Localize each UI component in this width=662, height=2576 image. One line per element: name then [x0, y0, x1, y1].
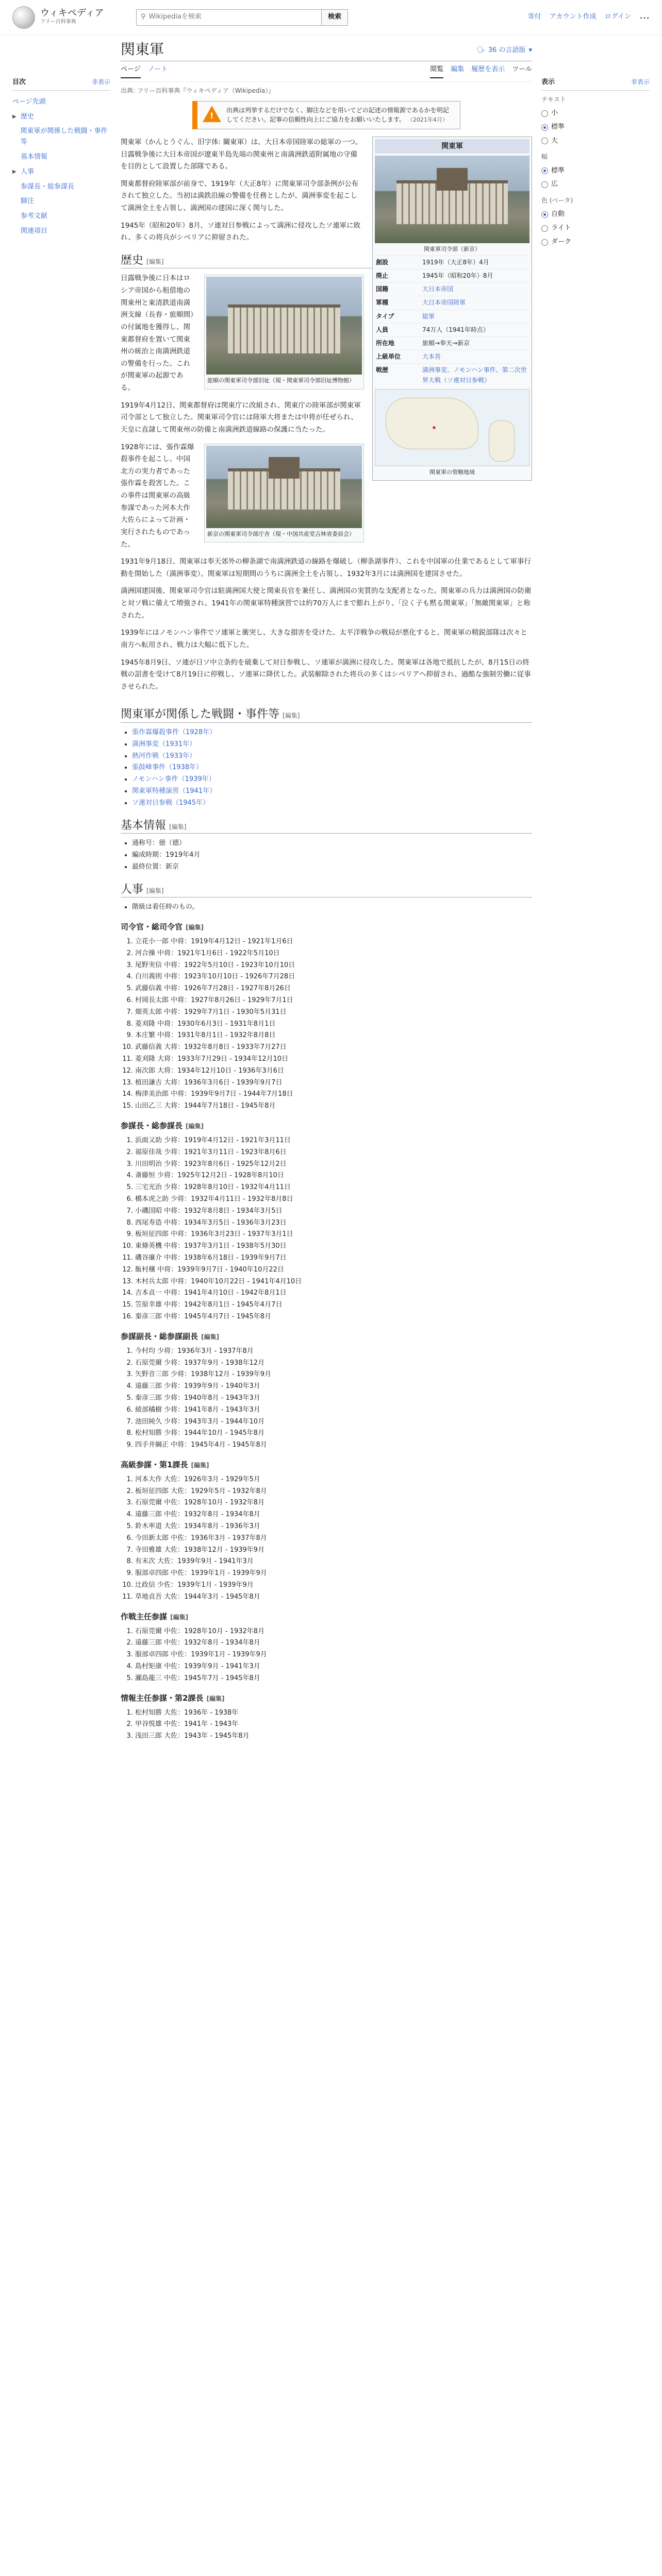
toc-heading: 目次 [12, 78, 26, 86]
infobox-row: 上級単位 大本営 [375, 350, 529, 363]
list-item: 9. 板垣征四郎 中将：1936年3月23日 - 1937年3月1日 [135, 1229, 532, 1241]
user-links [528, 9, 650, 26]
infobox-row: タイプ 総軍 [375, 310, 529, 323]
list-item: 14. 吉本貞一 中将：1941年4月10日 - 1942年8月1日 [135, 1287, 532, 1299]
toc-item-related[interactable]: 関連項目 [21, 227, 48, 235]
edit-section-link[interactable]: [編集] [201, 1333, 219, 1341]
source-line: 出典: フリー百科事典『ウィキペディア（Wikipedia）』 [121, 87, 275, 95]
language-button[interactable]: 🗣 36 の言語版 ▾ [476, 45, 532, 59]
list-item: • 最終位置：新京 [132, 861, 532, 873]
infobox-row: 戦歴 満洲事変、ノモンハン事件、第二次世界大戦（ソ連対日参戦） [375, 363, 529, 386]
infobox-row: 創設 1919年（大正8年）4月 [375, 256, 529, 269]
map-marker-icon [432, 426, 436, 430]
infobox-row: 所在地 旅順→奉天→新京 [375, 336, 529, 350]
chevron-right-icon[interactable]: ▶ [12, 168, 16, 175]
list-item: 13. 木村兵太郎 中将：1940年10月22日 - 1941年4月10日 [135, 1276, 532, 1288]
warning-icon: ! [203, 106, 221, 122]
toc-item-personnel[interactable]: ▶ 人事 [12, 165, 110, 180]
maintenance-notice [192, 101, 460, 129]
infobox [372, 137, 532, 481]
list-item: 5. 秦彦三郎 少将：1940年8月 - 1943年3月 [135, 1393, 532, 1404]
appearance-hide-button[interactable]: 非表示 [631, 78, 650, 86]
list-item: • 張作霖爆殺事件（1928年） [132, 727, 532, 739]
infobox-row: 国籍 大日本帝国 [375, 282, 529, 296]
edit-section-link[interactable]: [編集] [206, 1694, 225, 1702]
list-item: 10. 東條英機 中将：1937年3月1日 - 1938年5月30日 [135, 1241, 532, 1252]
history-paragraph: 1939年にはノモンハン事件でソ連軍と衝突し、大きな損害を受けた。太平洋戦争の戦局が悪化すると、関東軍の精鋭部隊は次々と南方へ転用され、戦力は大幅に低下した。 [121, 629, 527, 649]
section-heading-battles: 関東軍が関係した戦闘・事件等 [編集] [121, 707, 532, 723]
edit-section-link[interactable]: [編集] [146, 258, 164, 265]
infobox-row: 軍種 大日本帝国陸軍 [375, 296, 529, 309]
page-tabs [121, 64, 532, 82]
list-item: 5. 瀬島龍三 中佐：1945年7月 - 1945年8月 [135, 1673, 532, 1685]
infobox-photo-caption: 関東軍司令部（新京） [424, 246, 481, 253]
notice-date: （2021年4月） [407, 116, 448, 124]
list-item: 1. 石原莞爾 中佐：1928年10月 - 1932年8月 [135, 1626, 532, 1638]
toc-item-chiefs[interactable]: 参謀長・総参謀長 [21, 182, 75, 191]
table-of-contents [12, 77, 110, 239]
toc-item-top[interactable]: ページ先頭 [12, 97, 46, 106]
list-item: 8. 西尾寿造 中将：1934年3月5日 - 1936年3月23日 [135, 1217, 532, 1229]
list-item: • ソ連対日参戦（1945年） [132, 798, 532, 809]
list-item: 8. 有末次 大佐：1939年9月 - 1941年3月 [135, 1556, 532, 1568]
list-item: 9. 本庄繁 中将：1931年8月1日 - 1932年8月8日 [135, 1030, 532, 1042]
list-item: 3. 浅田三郎 大佐：1943年 - 1945年8月 [135, 1731, 532, 1742]
list-item: 7. 畑英太郎 中将：1929年7月1日 - 1930年5月31日 [135, 1007, 532, 1019]
list-item: 11. 菱刈隆 大将：1933年7月29日 - 1934年12月10日 [135, 1054, 532, 1065]
list-item: 15. 山田乙三 大将：1944年7月18日 - 1945年8月 [135, 1100, 532, 1112]
toc-item-history[interactable]: ▶ 歴史 [12, 110, 110, 125]
edit-section-link[interactable]: [編集] [191, 1461, 209, 1469]
login-link[interactable]: ログイン [604, 13, 631, 21]
list-item: 1. 立花小一郎 中将：1919年4月12日 - 1921年1月6日 [135, 936, 532, 948]
section-heading-personnel: 人事 [編集] [121, 883, 532, 898]
list-item: 7. 池田純久 少将：1943年3月 - 1944年10月 [135, 1416, 532, 1428]
color-label: 色 (ベータ) [541, 197, 573, 205]
text-size-standard[interactable]: 標準 [541, 121, 650, 134]
subsection-heading-senior: 高級参謀・第1課長 [編集] [121, 1460, 209, 1469]
list-item: 10. 武藤信義 大将：1932年8月8日 - 1933年7月27日 [135, 1042, 532, 1054]
section-heading-history: 歴史 [編集] [121, 253, 532, 269]
list-item: 2. 甲谷悦雄 中佐：1941年 - 1943年 [135, 1719, 532, 1731]
edit-section-link[interactable]: [編集] [186, 924, 204, 931]
list-item: 15. 笠原幸雄 中将：1942年8月1日 - 1945年4月7日 [135, 1299, 532, 1311]
location-map[interactable] [375, 389, 529, 466]
width-wide[interactable]: 広 [541, 178, 650, 192]
list-item: 8. 菱刈隆 中将：1930年6月3日 - 1931年8月1日 [135, 1019, 532, 1030]
list-item: 4. 島村矩康 中佐：1939年9月 - 1941年3月 [135, 1661, 532, 1673]
history-photo-caption: 新京の関東軍司令部庁舎（現・中国共産党吉林省委員会） [207, 530, 355, 537]
history-photo-caption: 旅順の関東軍司令部旧址（現・関東軍司令部旧址博物館） [207, 377, 355, 384]
edit-section-link[interactable]: [編集] [283, 712, 300, 720]
list-item: 2. 福原佳哉 少将：1921年3月11日 - 1923年8月6日 [135, 1147, 532, 1159]
list-item: 4. 斎藤恒 少将：1925年12月2日 - 1928年8月10日 [135, 1170, 532, 1182]
list-item: 3. 矢野音三郎 少将：1938年12月 - 1939年9月 [135, 1369, 532, 1381]
history-paragraph: 日露戦争後に日本はロシア帝国から租借地の関東州と東清鉄道南満洲支線（長春・旅順間）の付属地を獲得し、関東都督府を置いて関東州の統治と南満洲鉄道の警備を行った。これが関東軍の起源である。 [121, 274, 194, 393]
list-item: • 編成時期：1919年4月 [132, 850, 532, 861]
text-size-label: テキスト [541, 95, 566, 103]
tab-read[interactable]: 閲覧 [430, 64, 443, 78]
list-item: • 張鼓峰事件（1938年） [132, 762, 532, 774]
senior-staff-list [135, 1474, 532, 1603]
history-paragraph: 1931年9月18日、関東軍は奉天郊外の柳条湖で南満洲鉄道の線路を爆破し（柳条湖事件）、これを中国軍の仕業であるとして軍事行動を開始した（満洲事変）。関東軍は短期間のうちに満洲全土を占領し、1932年3月には満洲国を建国させた。 [121, 557, 531, 578]
subsection-heading-ops: 作戦主任参謀 [編集] [121, 1612, 188, 1621]
list-item: 16. 秦彦三郎 中将：1945年4月7日 - 1945年8月 [135, 1311, 532, 1323]
list-item: 12. 飯村穣 中将：1939年9月7日 - 1940年10月22日 [135, 1264, 532, 1276]
list-item: 3. 尾野実信 中将：1922年5月10日 - 1923年10月10日 [135, 960, 532, 972]
subsection-heading-chiefs: 参謀長・総参謀長 [編集] [121, 1121, 204, 1130]
list-item: 7. 小磯国昭 中将：1932年8月8日 - 1934年3月5日 [135, 1206, 532, 1217]
color-dark[interactable]: ダーク [541, 235, 650, 249]
donate-link[interactable]: 寄付 [527, 13, 541, 21]
toc-item-notes[interactable]: 脚注 [21, 197, 35, 206]
tab-tools[interactable]: ツール [512, 65, 532, 74]
notice-text: 出典は列挙するだけでなく、脚注などを用いてどの記述の情報源であるかを明記してください。記事の信頼性向上にご協力をお願いいたします。 [226, 107, 449, 124]
logo-title: ウィキペディア [40, 7, 104, 19]
map-caption: 関東軍の管轄地域 [429, 468, 475, 476]
article [121, 40, 532, 1748]
ops-staff-list [135, 1626, 532, 1685]
list-item: 2. 河合操 中将：1921年1月6日 - 1922年5月10日 [135, 948, 532, 960]
search-button[interactable]: 検索 [322, 9, 348, 26]
page-title: 関東軍 [121, 41, 164, 58]
tab-edit[interactable]: 編集 [451, 65, 465, 74]
list-item: 4. 遠藤三郎 中佐：1932年8月 - 1934年8月 [135, 1509, 532, 1521]
infobox-photo[interactable] [375, 156, 529, 243]
list-item: 5. 武藤信義 中将：1926年7月28日 - 1927年8月26日 [135, 983, 532, 995]
tab-history[interactable]: 履歴を表示 [471, 65, 505, 74]
list-item: 3. 服部卓四郎 中佐：1939年1月 - 1939年9月 [135, 1649, 532, 1661]
history-paragraph: 1945年8月9日、ソ連が日ソ中立条約を破棄して対日参戦し、ソ連軍が満洲に侵攻した。関東軍は各地で抵抗したが、8月15日の終戦の詔書を受けて8月19日に停戦し、ソ連軍に降伏した。武装解除された将兵の多くはシベリアへ抑留され、過酷な強制労働に従事させられた。 [121, 658, 531, 691]
list-item: 7. 寺田雅雄 大佐：1938年12月 - 1939年9月 [135, 1545, 532, 1556]
chevron-right-icon[interactable]: ▶ [12, 113, 16, 120]
intro-paragraph: 関東軍（かんとうぐん、旧字体: 關東軍）は、大日本帝国陸軍の総軍の一つ。日露戦争後に大日本帝国が遼東半島先端の関東州と南満洲鉄道附属地の守備を目的として設置した部隊である。 [121, 138, 362, 171]
history-photo-2 [204, 444, 364, 543]
edit-section-link[interactable]: [編集] [146, 887, 164, 894]
list-item: 2. 遠藤三郎 中佐：1932年8月 - 1934年8月 [135, 1637, 532, 1649]
intel-staff-list [135, 1707, 532, 1742]
list-item: • 熱河作戦（1933年） [132, 751, 532, 762]
edit-section-link[interactable]: [編集] [186, 1122, 204, 1130]
toc-hide-button[interactable]: 非表示 [91, 78, 110, 86]
list-item: 11. 磯谷廉介 中将：1938年6月18日 - 1939年9月7日 [135, 1252, 532, 1264]
tab-page[interactable]: ページ [121, 64, 141, 78]
text-size-small[interactable]: 小 [541, 107, 650, 121]
history-photo-1 [204, 275, 364, 389]
color-auto[interactable]: 自動 [541, 208, 650, 222]
list-item: 11. 草地貞吾 大佐：1944年3月 - 1945年8月 [135, 1591, 532, 1603]
list-item: • ノモンハン事件（1939年） [132, 774, 532, 786]
intro-paragraph: 1945年（昭和20年）8月、ソ連対日参戦によって満洲に侵攻したソ連軍に敗れ、多くの将兵がシベリアに抑留された。 [121, 221, 361, 242]
basic-info-list [132, 838, 532, 873]
list-item: 4. 白川義則 中将：1923年10月10日 - 1926年7月28日 [135, 971, 532, 983]
list-item: 3. 石原莞爾 中佐：1928年10月 - 1932年8月 [135, 1497, 532, 1509]
list-item: 4. 遠藤三郎 少将：1939年9月 - 1940年3月 [135, 1381, 532, 1393]
list-item: 2. 石原莞爾 少将：1937年9月 - 1938年12月 [135, 1358, 532, 1369]
list-item: • 通称号：徳（德） [132, 838, 532, 850]
list-item: • 関東軍特種演習（1941年） [132, 786, 532, 798]
list-item: 1. 松村知勝 大佐：1936年 - 1938年 [135, 1707, 532, 1719]
tab-talk[interactable]: ノート [147, 65, 168, 74]
list-item: • 満洲事変（1931年） [132, 739, 532, 751]
infobox-title: 関東軍 [375, 139, 529, 154]
subsection-heading-deputies: 参謀副長・総参謀副長 [編集] [121, 1331, 219, 1341]
search-form [136, 9, 348, 26]
subsection-heading-intel: 情報主任参謀・第2課長 [編集] [121, 1693, 225, 1703]
color-light[interactable]: ライト [541, 222, 650, 235]
history-paragraph: 1928年には、張作霖爆殺事件を起こし、中国北方の実力者であった張作霖を殺害した。この事件は関東軍の高級参謀であった河本大作大佐らによって計画・実行されたものであった。 [121, 443, 194, 549]
site-logo[interactable] [12, 6, 121, 29]
list-item: 6. 村岡長太郎 中将：1927年8月26日 - 1929年7月1日 [135, 995, 532, 1007]
personnel-note: • 階級は着任時のもの。 [132, 902, 532, 913]
list-item: 5. 三宅光治 少将：1928年8月10日 - 1932年4月11日 [135, 1182, 532, 1194]
list-item: 3. 川田明治 少将：1923年8月6日 - 1925年12月2日 [135, 1159, 532, 1171]
list-item: 1. 今村均 少将：1936年3月 - 1937年8月 [135, 1346, 532, 1358]
wikipedia-globe-icon [12, 6, 35, 29]
list-item: 2. 板垣征四郎 大佐：1929年5月 - 1932年8月 [135, 1486, 532, 1498]
history-paragraph: 満洲国建国後、関東軍司令官は駐満洲国大使と関東長官を兼任し、満洲国の実質的な支配者となった。関東軍の兵力は満洲国の防衛と対ソ戦に備えて増強され、1941年の関東軍特種演習では約70万人にまで膨れ上がり、「泣く子も黙る関東軍」「無敵関東軍」と称された。 [121, 587, 532, 620]
list-item: 6. 今田新太郎 中佐：1936年3月 - 1937年8月 [135, 1533, 532, 1545]
list-item: 1. 浜面又助 少将：1919年4月12日 - 1921年3月11日 [135, 1135, 532, 1147]
text-size-large[interactable]: 大 [541, 134, 650, 148]
more-menu-icon[interactable]: ⋯ [639, 11, 650, 24]
create-account-link[interactable]: アカウント作成 [549, 13, 597, 21]
edit-section-link[interactable]: [編集] [170, 1613, 188, 1621]
width-standard[interactable]: 標準 [541, 164, 650, 178]
history-paragraph: 1919年4月12日、関東都督府は関東庁に改組され、関東庁の陸軍部が関東軍司令部として独立した。関東軍司令官には陸軍大将または中将が任ぜられ、天皇に直隷して関東州の防備と南満洲鉄道線路の保護に当たった。 [121, 401, 361, 434]
search-icon: ⚲ [141, 13, 146, 21]
list-item: 6. 橋本虎之助 少将：1932年4月11日 - 1932年8月8日 [135, 1194, 532, 1206]
appearance-heading: 表示 [541, 78, 555, 86]
search-input[interactable] [136, 9, 322, 26]
translate-icon: 🗣 [476, 46, 485, 54]
site-header [0, 0, 662, 35]
toc-item-basic[interactable]: 基本情報 [21, 152, 48, 161]
appearance-panel [541, 77, 650, 249]
edit-section-link[interactable]: [編集] [169, 823, 187, 831]
list-item: 6. 綾部橘樹 少将：1941年8月 - 1943年3月 [135, 1404, 532, 1416]
chiefs-list [135, 1135, 532, 1323]
list-item: 14. 梅津美治郎 中将：1939年9月7日 - 1944年7月18日 [135, 1089, 532, 1100]
battles-list [132, 727, 532, 809]
commanders-list [135, 936, 532, 1112]
search-placeholder: Wikipediaを検索 [148, 13, 202, 21]
width-label: 幅 [541, 153, 548, 161]
subsection-heading-commanders: 司令官・総司令官 [編集] [121, 922, 204, 932]
list-item: 13. 植田謙吉 大将：1936年3月6日 - 1939年9月7日 [135, 1077, 532, 1089]
list-item: 12. 南次郎 大将：1934年12月10日 - 1936年3月6日 [135, 1065, 532, 1077]
list-item: 9. 四手井綱正 中将：1945年4月 - 1945年8月 [135, 1439, 532, 1451]
section-heading-basic: 基本情報 [編集] [121, 819, 532, 834]
toc-item-references[interactable]: 参考文献 [21, 212, 48, 221]
logo-subtitle: フリー百科事典 [40, 19, 76, 25]
toc-item-battles[interactable]: 関東軍が関係した戦闘・事件等 [20, 127, 108, 146]
list-item: 1. 河本大作 大佐：1926年3月 - 1929年5月 [135, 1474, 532, 1486]
list-item: 5. 鈴木率道 大佐：1934年8月 - 1936年3月 [135, 1521, 532, 1533]
infobox-row: 廃止 1945年（昭和20年）8月 [375, 269, 529, 282]
infobox-row: 人員 74万人（1941年時点） [375, 323, 529, 336]
list-item: 10. 辻政信 少佐：1939年1月 - 1939年9月 [135, 1580, 532, 1591]
chevron-down-icon: ▾ [528, 46, 532, 54]
list-item: 9. 服部卓四郎 中佐：1939年1月 - 1939年9月 [135, 1568, 532, 1580]
intro-paragraph: 関東都督府陸軍部が前身で、1919年（大正8年）に関東軍司令部条例が公布されて独立した。当初は満鉄沿線の警備を任務としたが、満洲事変を起こして満洲全土を占領し、満洲国の建国に深く関与した。 [121, 179, 359, 212]
list-item: 8. 松村知勝 少将：1944年10月 - 1945年8月 [135, 1428, 532, 1439]
deputies-list [135, 1346, 532, 1451]
